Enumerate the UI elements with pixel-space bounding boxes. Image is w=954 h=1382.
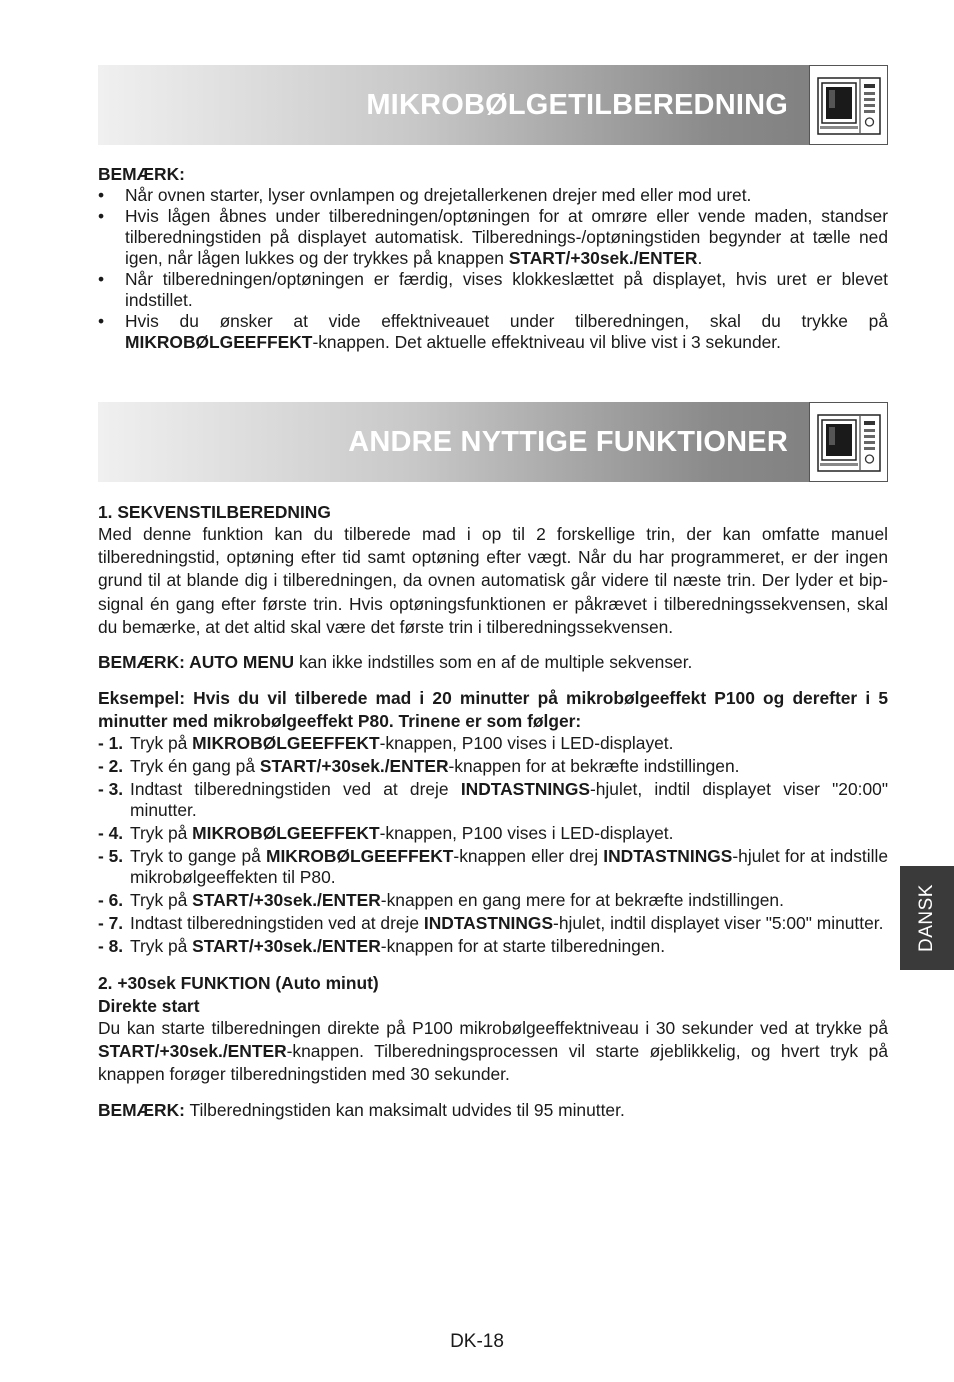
list-item: - 5. Tryk to gange på MIKROBØLGEEFFEKT-knappen eller drej INDTASTNINGS-hjulet for at indstille mikrobølgeeffekten til P80. [98,846,889,888]
section2-content [98,502,888,1121]
section-title: MIKROBØLGETILBEREDNING [366,89,788,121]
list-item: - 6. Tryk på START/+30sek./ENTER-knappen en gang mere for at bekræfte indstillingen. [98,890,784,911]
subsection-subheading: Direkte start [98,996,200,1017]
section-banner-other-functions [98,402,888,482]
paragraph: Med denne funktion kan du tilberede mad i op til 2 forskellige trin, der kan omfatte manuel tilberedningstid, optøning efter tid samt optøning efter vægt. Når du har programmeret, er der ingen grund til at blande dig i tilberedningen, da ovnen automatisk går videre til næste trin. Der lyder et bip-signal én gang efter første trin. Hvis optøningsfunktionen er påkrævet i tilberedningssekvensen, skal du bemærke, at det altid skal være det første trin i tilberedningssekvensen. [98,524,888,637]
list-item: • Når tilberedningen/optøningen er færdig, vises klokkeslættet på displayet, hvis uret er blevet indstillet. [98,269,888,311]
list-item: - 2. Tryk én gang på START/+30sek./ENTER-knappen for at bekræfte indstillingen. [98,756,740,777]
step-list [98,733,888,957]
example-heading: Eksempel: Hvis du vil tilberede mad i 20 minutter på mikrobølgeeffekt P100 og derefter i 5 minutter med mikrobølgeeffekt P80. Trinene er som følger: [98,688,888,732]
page-number: DK-18 [450,1331,504,1352]
list-item: - 8. Tryk på START/+30sek./ENTER-knappen for at starte tilberedningen. [98,936,666,957]
list-item: - 1. Tryk på MIKROBØLGEEFFEKT-knappen, P100 vises i LED-displayet. [98,733,674,754]
list-item: • Hvis lågen åbnes under tilberedningen/optøningen for at omrøre eller vende maden, standser tilberedningstiden på displayet automatisk. Tilberednings-/optøningstiden begynder at tælle ned igen, når lågen lukkes og der trykkes på knappen START/+30sek./ENTER. [98,206,888,269]
list-item: • Når ovnen starter, lyser ovnlampen og drejetallerkenen drejer med eller mod uret. [98,185,888,206]
subsection-heading: 1. SEKVENSTILBEREDNING [98,502,331,522]
note-label: BEMÆRK: [98,164,185,184]
note-list [98,185,888,353]
note: BEMÆRK: AUTO MENU kan ikke indstilles som en af de multiple sekvenser. [98,652,693,673]
list-item: - 3. Indtast tilberedningstiden ved at dreje INDTASTNINGS-hjulet, indtil displayet viser "20:00" minutter. [98,779,888,821]
list-item: - 7. Indtast tilberedningstiden ved at dreje INDTASTNINGS-hjulet, indtil displayet viser "5:00" minutter. [98,913,884,934]
section-banner-microwave-cooking [98,65,888,145]
list-item: - 4. Tryk på MIKROBØLGEEFFEKT-knappen, P100 vises i LED-displayet. [98,823,674,844]
microwave-icon [817,77,881,135]
paragraph: Du kan starte tilberedningen direkte på P100 mikrobølgeeffektniveau i 30 sekunder ved at trykke på START/+30sek./ENTER-knappen. Tilberedningsprocessen vil starte øjeblikkelig, og hvert tryk på knappen forøger tilberedningstiden med 30 sekunder. [98,1018,888,1085]
language-tab: DANSK [900,866,954,970]
section-title: ANDRE NYTTIGE FUNKTIONER [348,426,788,458]
section1-content [98,164,888,353]
list-item: • Hvis du ønsker at vide effektniveauet under tilberedningen, skal du trykke på MIKROBØLGEEFFEKT-knappen. Det aktuelle effektniveau vil blive vist i 3 sekunder. [98,311,888,353]
microwave-icon-box [809,65,888,145]
note: BEMÆRK: Tilberedningstiden kan maksimalt udvides til 95 minutter. [98,1099,625,1120]
subsection-heading: 2. +30sek FUNKTION (Auto minut) [98,973,379,994]
microwave-icon [817,414,881,472]
microwave-icon-box [809,402,888,482]
